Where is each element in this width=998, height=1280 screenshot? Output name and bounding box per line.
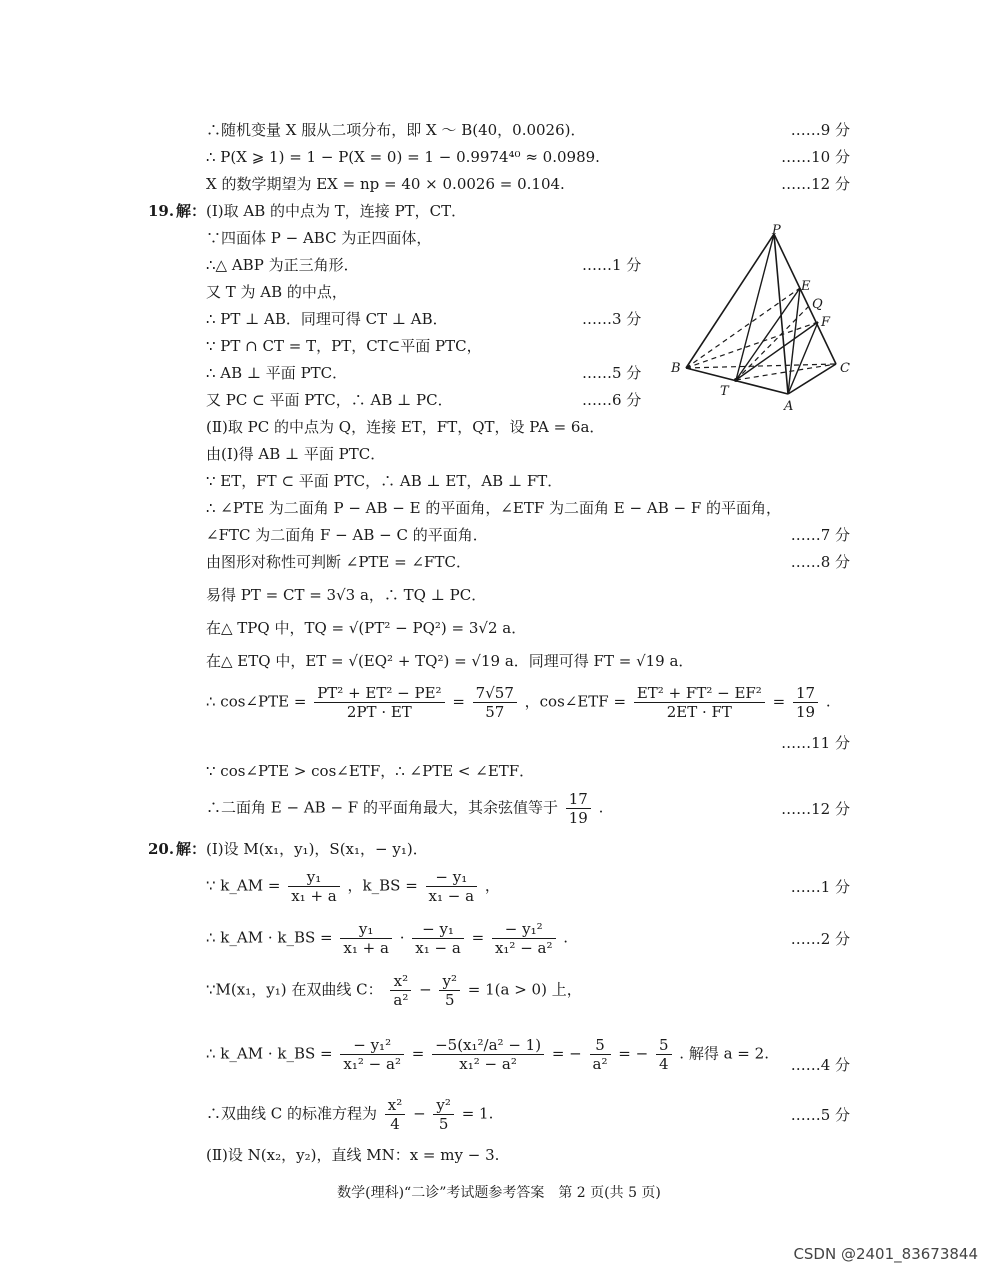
label-B: B: [671, 361, 681, 376]
label-E: E: [801, 279, 811, 294]
q20-line-7: (Ⅱ)设 N(x₂，y₂)，直线 MN：x = my − 3.: [206, 1146, 500, 1164]
fraction: [390, 972, 411, 1009]
fraction: [433, 1096, 454, 1133]
q19-line-2: ∵四面体 P − ABC 为正四面体，: [206, 229, 432, 247]
q19-line-13: ∠FTC 为二面角 F − AB − C 的平面角．: [206, 526, 488, 544]
fraction-numerator: 17: [566, 790, 591, 809]
fraction-denominator: 2ET · FT: [666, 703, 732, 721]
q19-line-11: ∵ ET，FT ⊂ 平面 PTC，∴ AB ⊥ ET，AB ⊥ FT．: [206, 472, 563, 490]
watermark: CSDN @2401_83673844: [793, 1245, 978, 1263]
equals: =: [411, 1044, 425, 1063]
edge-PB: [686, 234, 774, 368]
q19-line-3: ∴△ ABP 为正三角形．: [206, 256, 359, 274]
standard-form-label: ∴双曲线 C 的标准方程为: [206, 1104, 378, 1123]
fraction-denominator: x₁² − a²: [343, 1055, 401, 1073]
fraction: [340, 1036, 404, 1073]
period: .: [598, 798, 604, 817]
fraction-numerator: x²: [385, 1096, 405, 1115]
minus: −: [419, 980, 432, 999]
k-bs-label: ，k_BS =: [347, 876, 418, 895]
fraction: [492, 920, 556, 957]
fraction-denominator: 4: [390, 1115, 400, 1133]
fraction: [426, 868, 478, 905]
q20-solve-label: 解：: [176, 840, 207, 858]
fraction-numerator: − y₁: [426, 868, 478, 887]
q18-score-1: ……9 分: [790, 121, 850, 139]
fraction: [439, 972, 460, 1009]
q19-score-12: ……12 分: [781, 800, 850, 818]
fraction-denominator: a²: [393, 991, 409, 1009]
fraction: [793, 684, 818, 721]
q19-line-17: 在△ ETQ 中，ET = √(EQ² + TQ²) = √19 a．同理可得 FT = √19 a．: [206, 652, 694, 670]
q19-line-14: 由图形对称性可判断 ∠PTE = ∠FTC．: [206, 553, 471, 571]
fraction: [288, 868, 340, 905]
edge-BC-hidden: [686, 364, 836, 368]
label-T: T: [720, 384, 729, 399]
label-A: A: [784, 399, 794, 414]
fraction: [566, 790, 591, 827]
fraction-denominator: x₁ − a: [415, 939, 461, 957]
q19-score-1: ……1 分: [582, 256, 642, 274]
q20-line-1: (Ⅰ)设 M(x₁，y₁)，S(x₁，− y₁)．: [206, 840, 428, 858]
point-T: [734, 378, 738, 382]
q19-solve-label: 解：: [176, 202, 207, 220]
fraction: [314, 684, 444, 721]
fraction-denominator: 5: [438, 1115, 449, 1133]
q19-line-8: 又 PC ⊂ 平面 PTC，∴ AB ⊥ PC．: [206, 391, 453, 409]
q19-line-12: ∴ ∠PTE 为二面角 P − AB − E 的平面角，∠ETF 为二面角 E − AB − F 的平面角，: [206, 499, 781, 517]
label-Q: Q: [812, 297, 823, 312]
product-label: ∴ k_AM · k_BS =: [206, 928, 333, 947]
q19-line-10: 由(Ⅰ)得 AB ⊥ 平面 PTC．: [206, 445, 386, 463]
fraction-numerator: 5: [590, 1036, 611, 1055]
q19-line-20: [206, 790, 603, 827]
fraction-numerator: − y₁: [412, 920, 464, 939]
fraction-numerator: y²: [439, 972, 460, 991]
label-P: P: [772, 223, 781, 238]
fraction-denominator: x₁ − a: [428, 887, 475, 905]
q20-score-4: ……4 分: [790, 1056, 850, 1074]
q19-line-4: 又 T 为 AB 的中点，: [206, 283, 347, 301]
fraction-numerator: −5(x₁²/a² − 1): [432, 1036, 544, 1055]
comma: ，: [484, 876, 500, 895]
fraction-numerator: y²: [433, 1096, 454, 1115]
q19-score-6: ……6 分: [582, 391, 642, 409]
segment-PT: [736, 234, 774, 380]
fraction: [590, 1036, 611, 1073]
hyperbola-intro: ∵M(x₁，y₁) 在双曲线 C：: [206, 980, 383, 999]
q20-line-2: [206, 868, 500, 905]
q19-score-7: ……7 分: [790, 526, 850, 544]
segment-BF: [686, 322, 818, 368]
q20-number: 20.: [148, 840, 175, 858]
q18-line-1: ∴随机变量 X 服从二项分布，即 X ～ B(40，0.0026)．: [206, 121, 586, 139]
equals: = −: [618, 1044, 649, 1063]
fraction-denominator: x₁ + a: [291, 887, 337, 905]
fraction: [432, 1036, 544, 1073]
q20-line-6: [206, 1096, 493, 1133]
fraction-denominator: x₁ + a: [343, 939, 389, 957]
dot: ·: [399, 928, 405, 947]
fraction-numerator: 7√57: [473, 684, 517, 703]
q19-line-1: (Ⅰ)取 AB 的中点为 T，连接 PT，CT．: [206, 202, 467, 220]
fraction-numerator: − y₁²: [340, 1036, 404, 1055]
q19-line-16: 在△ TPQ 中，TQ = √(PT² − PQ²) = 3√2 a．: [206, 619, 527, 637]
solution-text: . 解得 a = 2.: [679, 1044, 769, 1063]
q19-line-6: ∵ PT ∩ CT = T，PT，CT⊂平面 PTC，: [206, 337, 482, 355]
fraction: [656, 1036, 672, 1073]
fraction-denominator: x₁² − a²: [494, 939, 553, 957]
conclusion-text: ∴二面角 E − AB − F 的平面角最大，其余弦值等于: [206, 798, 558, 817]
fraction-denominator: a²: [592, 1055, 608, 1073]
fraction: [340, 920, 392, 957]
q18-score-2: ……10 分: [781, 148, 850, 166]
tetrahedron-figure: [668, 222, 858, 422]
q20-line-3: [206, 920, 568, 957]
fraction-numerator: PT² + ET² − PE²: [314, 684, 444, 703]
q19-line-5: ∴ PT ⊥ AB．同理可得 CT ⊥ AB．: [206, 310, 448, 328]
equals: =: [772, 692, 786, 711]
q20-score-1: ……1 分: [790, 878, 850, 896]
q19-score-5: ……5 分: [582, 364, 642, 382]
equals: = −: [551, 1044, 582, 1063]
period: .: [563, 928, 569, 947]
cos-etf-label: ，cos∠ETF =: [524, 692, 627, 711]
q20-score-2: ……2 分: [790, 930, 850, 948]
fraction: [412, 920, 464, 957]
fraction-denominator: 57: [485, 703, 505, 721]
q20-score-5: ……5 分: [790, 1106, 850, 1124]
q20-line-5: [206, 1036, 769, 1073]
fraction-numerator: x²: [390, 972, 411, 991]
page-footer: 数学(理科)“二诊”考试题参考答案 第 2 页(共 5 页): [337, 1185, 661, 1201]
label-F: F: [821, 315, 831, 330]
minus: −: [413, 1104, 426, 1123]
fraction-numerator: y₁: [288, 868, 340, 887]
k-am-label: ∵ k_AM =: [206, 876, 281, 895]
q19-line-15: 易得 PT = CT = 3√3 a，∴ TQ ⊥ PC．: [206, 586, 487, 604]
period: .: [825, 692, 831, 711]
product-label: ∴ k_AM · k_BS =: [206, 1044, 333, 1063]
equals: =: [471, 928, 485, 947]
fraction: [473, 684, 517, 721]
fraction-denominator: 5: [444, 991, 455, 1009]
q19-score-8: ……8 分: [790, 553, 850, 571]
fraction-denominator: x₁² − a²: [459, 1055, 517, 1073]
edge-AC: [788, 364, 836, 394]
equation-end: = 1.: [461, 1104, 494, 1123]
fraction-denominator: 19: [795, 703, 816, 721]
fraction-denominator: 4: [658, 1055, 669, 1073]
fraction-numerator: ET² + FT² − EF²: [634, 684, 765, 703]
fraction: [634, 684, 765, 721]
q18-line-2: ∴ P(X ⩾ 1) = 1 − P(X = 0) = 1 − 0.9974⁴⁰ ≈ 0.0989.: [206, 148, 600, 166]
q18-score-3: ……12 分: [781, 175, 850, 193]
fraction: [385, 1096, 405, 1133]
equation-end: = 1(a > 0) 上，: [467, 980, 582, 999]
q19-line-19: ∵ cos∠PTE > cos∠ETF，∴ ∠PTE < ∠ETF．: [206, 762, 535, 780]
q19-score-3: ……3 分: [582, 310, 642, 328]
label-C: C: [840, 361, 850, 376]
fraction-numerator: 5: [656, 1036, 672, 1055]
q18-line-3: X 的数学期望为 EX = np = 40 × 0.0026 = 0.104.: [206, 175, 565, 193]
q19-line-9: (Ⅱ)取 PC 的中点为 Q，连接 ET，FT，QT，设 PA = 6a．: [206, 418, 605, 436]
equals: =: [452, 692, 465, 711]
q20-line-4: [206, 972, 582, 1009]
q19-number: 19.: [148, 202, 175, 220]
fraction-denominator: 19: [568, 809, 588, 827]
fraction-denominator: 2PT · ET: [346, 703, 412, 721]
fraction-numerator: − y₁²: [492, 920, 556, 939]
fraction-numerator: 17: [793, 684, 818, 703]
q19-line-7: ∴ AB ⊥ 平面 PTC．: [206, 364, 348, 382]
q19-score-11: ……11 分: [781, 734, 850, 752]
fraction-numerator: y₁: [340, 920, 392, 939]
q19-line-18: [206, 684, 831, 721]
cos-pte-label: ∴ cos∠PTE =: [206, 692, 307, 711]
